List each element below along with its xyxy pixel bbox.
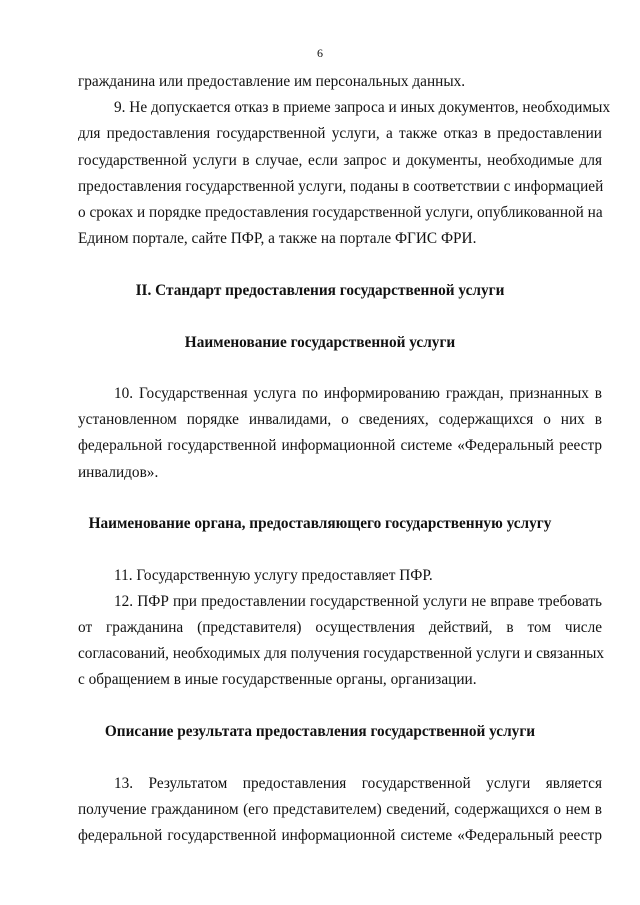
text-line: 11. Государственную услугу предоставляет ПФР. xyxy=(114,567,433,584)
text-line: 13. Результатом предоставления государственной услуги является xyxy=(114,775,602,792)
text-line: 10. Государственная услуга по информированию граждан, признанных в xyxy=(114,385,602,402)
subsection-heading: Наименование органа, предоставляющего государственную услугу xyxy=(88,515,552,532)
text-line: государственной услуги в случае, если запрос и документы, необходимые для xyxy=(78,152,602,169)
subsection-heading: Описание результата предоставления государственной услуги xyxy=(104,723,536,740)
text-line: для предоставления государственной услуги, а также отказ в предоставлении xyxy=(78,125,602,142)
text-line: инвалидов». xyxy=(78,464,159,481)
text-line: гражданина или предоставление им персональных данных. xyxy=(78,73,466,90)
text-line: 12. ПФР при предоставлении государственной услуги не вправе требовать xyxy=(114,593,602,610)
text-line: федеральной государственной информационной системе «Федеральный реестр xyxy=(78,437,602,454)
text-line: 9. Не допускается отказ в приеме запроса и иных документов, необходимых xyxy=(114,99,611,116)
text-line: установленном порядке инвалидами, о сведениях, содержащихся о них в xyxy=(78,411,602,428)
text-line: федеральной государственной информационной системе «Федеральный реестр xyxy=(78,827,602,844)
page-number: 6 xyxy=(317,46,323,60)
text-line: о сроках и порядке предоставления государственной услуги, опубликованной на xyxy=(78,204,603,221)
text-line: предоставления государственной услуги, поданы в соответствии с информацией xyxy=(78,178,604,195)
text-line: с обращением в иные государственные органы, организации. xyxy=(78,671,477,688)
text-line: согласований, необходимых для получения государственной услуги и связанных xyxy=(78,645,605,662)
text-line: получение гражданином (его представителем) сведений, содержащихся о нем в xyxy=(78,801,602,818)
subsection-heading: Наименование государственной услуги xyxy=(184,334,456,351)
section-heading: II. Стандарт предоставления государственной услуги xyxy=(135,282,505,299)
text-line: от гражданина (представителя) осуществления действий, в том числе xyxy=(78,619,602,636)
text-line: Едином портале, сайте ПФР, а также на портале ФГИС ФРИ. xyxy=(78,230,477,247)
